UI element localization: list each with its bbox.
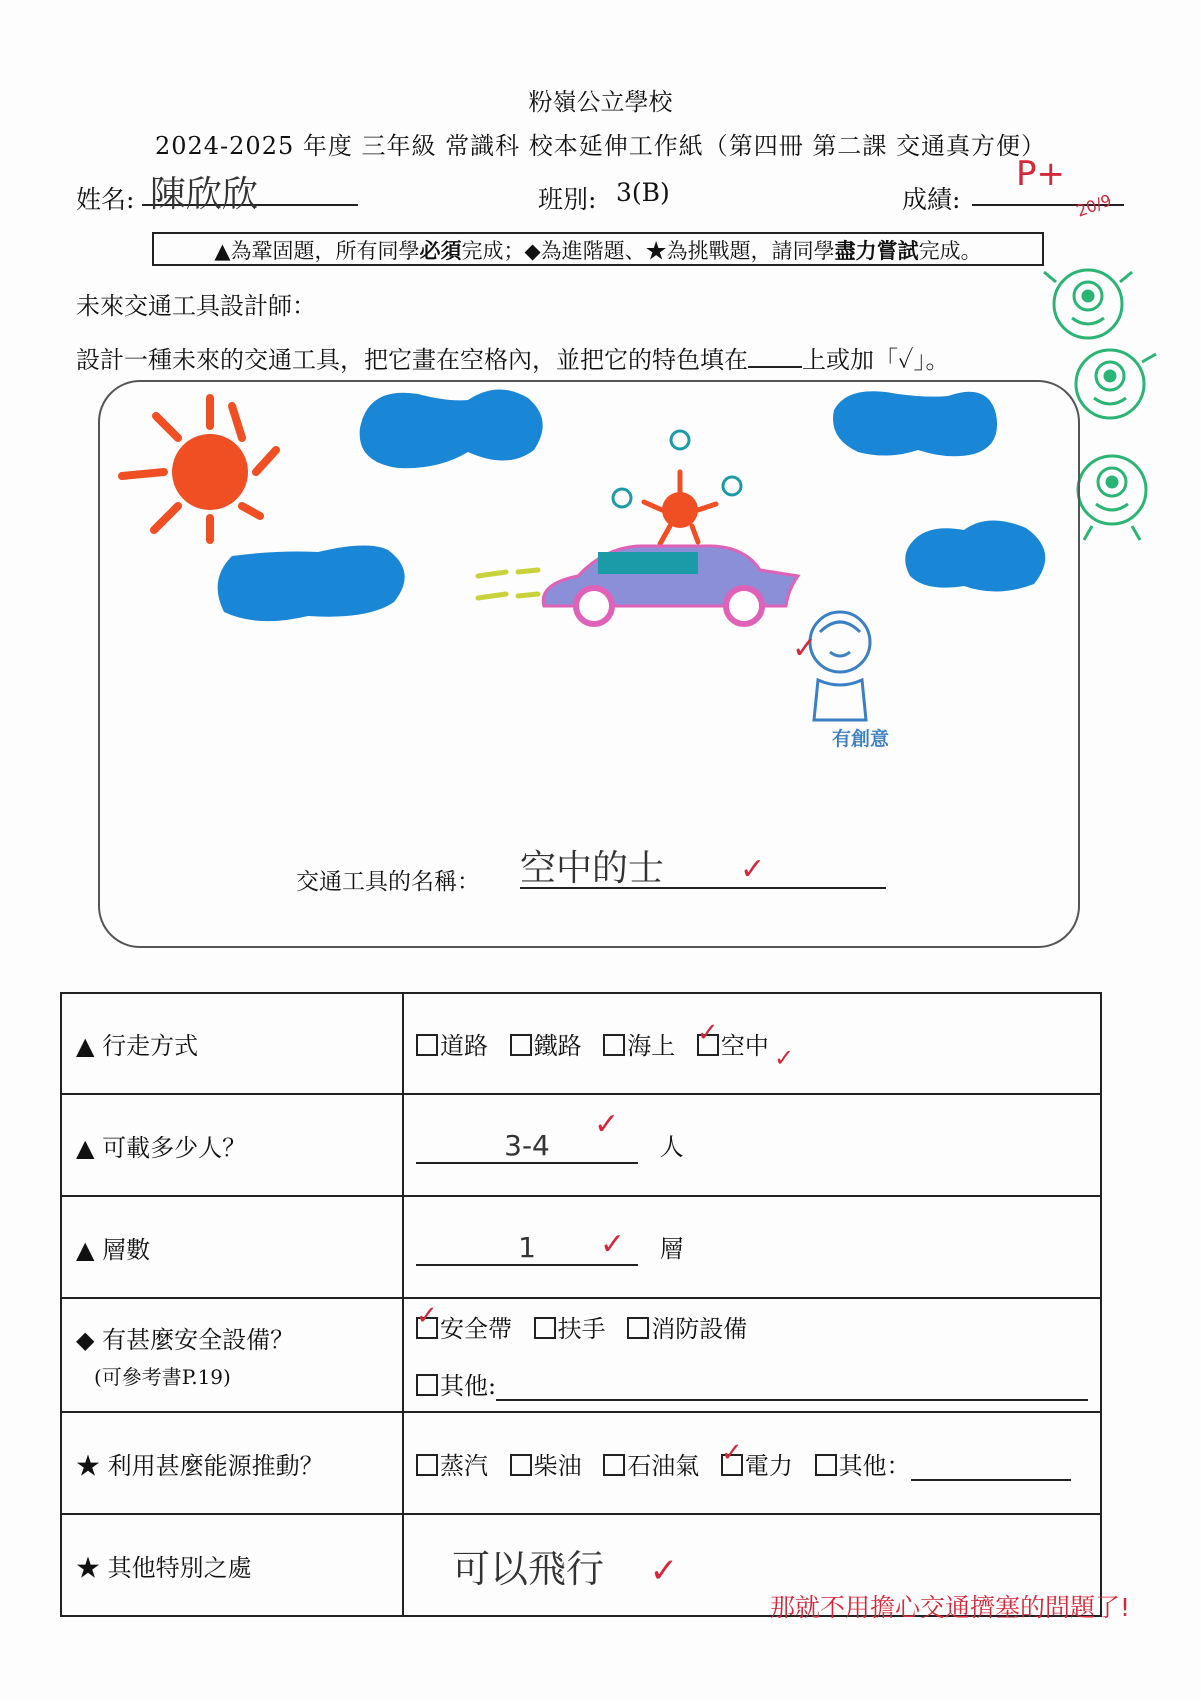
notice-part3: 完成。 (918, 239, 982, 263)
passenger-unit: 人 (659, 1132, 684, 1161)
floors-answer[interactable]: 1 (416, 1231, 638, 1266)
other-safety-input[interactable] (496, 1377, 1088, 1401)
cloud-drawing (218, 545, 405, 621)
monster-sticker-icon (1044, 270, 1132, 338)
passenger-answer[interactable]: 3-4 (416, 1129, 638, 1164)
question-note: (可參考書P.19) (94, 1365, 231, 1389)
table-row (61, 1298, 1101, 1412)
teacher-check-icon: ✓ (600, 1227, 626, 1262)
teacher-comment: 那就不用擔心交通擠塞的問題了! (770, 1593, 1131, 1622)
notice-part2: 完成；◆為進階題、★為挑戰題，請同學 (461, 239, 835, 263)
other-energy-input[interactable] (911, 1457, 1071, 1481)
option-steam[interactable]: 蒸汽 (416, 1452, 488, 1480)
instructions-notice (152, 232, 1044, 266)
option-fire-equipment[interactable]: 消防設備 (627, 1315, 747, 1343)
checkbox-icon[interactable] (416, 1454, 438, 1476)
table-row (61, 993, 1101, 1094)
checkbox-checked-icon[interactable]: ✓ (721, 1454, 743, 1476)
checkbox-icon[interactable] (416, 1034, 438, 1056)
sun-drawing (122, 398, 276, 540)
floors-unit: 層 (659, 1234, 684, 1263)
instruction-text-a: 設計一種未來的交通工具，把它畫在空格內，並把它的特色填在 (76, 346, 748, 374)
answer-cell (403, 1298, 1101, 1412)
option-air[interactable]: ✓ 空中 (696, 1018, 769, 1060)
checkbox-icon[interactable] (416, 1374, 438, 1396)
checkbox-icon[interactable] (510, 1034, 532, 1056)
class-label: 班別: (538, 185, 597, 214)
monster-sticker-icon (1078, 456, 1146, 540)
name-value: 陳欣欣 (150, 174, 259, 215)
cloud-drawing (905, 520, 1045, 591)
features-table (60, 992, 1102, 1617)
question-cell: ★ 其他特別之處 (61, 1514, 403, 1616)
stamp-label: 有創意 (832, 728, 890, 750)
notice-must: 必須 (419, 238, 462, 263)
grade-date: 20/9 (1073, 190, 1115, 221)
section-title: 未來交通工具設計師： (76, 292, 316, 320)
section-instruction (76, 340, 949, 375)
notice-try: 盡力嘗試 (834, 238, 919, 263)
option-seatbelt[interactable]: ✓ 安全帶 (416, 1301, 512, 1343)
cloud-drawing (833, 391, 997, 456)
creative-stamp (810, 612, 889, 750)
option-diesel[interactable]: 柴油 (510, 1452, 582, 1480)
other-label: 其他: (440, 1372, 497, 1400)
teacher-check-icon: ✓ (649, 1550, 679, 1591)
option-handrail[interactable]: 扶手 (534, 1315, 606, 1343)
grade-mark: P+ (1016, 154, 1065, 194)
option-rail[interactable]: 鐵路 (510, 1032, 582, 1060)
question-cell (61, 1298, 403, 1412)
option-electricity[interactable]: ✓ 電力 (720, 1437, 793, 1480)
answer-cell (403, 993, 1101, 1094)
question-text: ◆ 有甚麼安全設備？ (76, 1326, 295, 1354)
notice-part1: ▲為鞏固題，所有同學 (214, 239, 420, 263)
teacher-check-icon: ✓ (594, 1107, 620, 1142)
vehicle-name-value: 空中的士 (520, 848, 665, 889)
checkbox-icon[interactable] (603, 1034, 625, 1056)
checkbox-icon[interactable] (603, 1454, 625, 1476)
question-cell: ▲ 行走方式 (61, 993, 403, 1094)
table-row (61, 1412, 1101, 1514)
vehicle-name-label: 交通工具的名稱： (296, 869, 480, 895)
checkbox-icon[interactable] (534, 1317, 556, 1339)
option-other-energy[interactable]: 其他： (815, 1452, 1071, 1480)
school-name: 粉嶺公立學校 (528, 88, 673, 116)
stamp-check-icon: ✓ (792, 631, 818, 666)
name-label: 姓名: (76, 185, 135, 214)
answer-cell (403, 1412, 1101, 1514)
instruction-text-b: 上或加「✓」。 (802, 346, 950, 374)
option-lpg[interactable]: 石油氣 (603, 1452, 699, 1480)
question-cell: ★ 利用甚麼能源推動？ (61, 1412, 403, 1514)
monster-sticker-icon (1076, 350, 1156, 418)
answer-cell (403, 1094, 1101, 1196)
instruction-blank (748, 344, 802, 368)
question-cell: ▲ 可載多少人？ (61, 1094, 403, 1196)
worksheet-title: 2024-2025 年度 三年級 常識科 校本延伸工作紙（第四冊 第二課 交通真方便） (154, 132, 1047, 160)
answer-cell (403, 1196, 1101, 1298)
cloud-drawing (360, 389, 543, 468)
special-feature-answer[interactable]: 可以飛行 (452, 1546, 605, 1591)
checkbox-icon[interactable] (815, 1454, 837, 1476)
grade-label: 成績: (902, 185, 961, 214)
checkbox-checked-icon[interactable]: ✓ (697, 1034, 719, 1056)
class-value: 3(B) (616, 178, 670, 207)
table-row (61, 1196, 1101, 1298)
vehicle-name-check-icon: ✓ (740, 852, 766, 887)
checkbox-icon[interactable] (627, 1317, 649, 1339)
flying-taxi-drawing (478, 431, 798, 624)
checkbox-checked-icon[interactable]: ✓ (416, 1317, 438, 1339)
teacher-check-icon: ✓ (774, 1044, 795, 1072)
question-cell: ▲ 層數 (61, 1196, 403, 1298)
option-road[interactable]: 道路 (416, 1032, 488, 1060)
table-row (61, 1094, 1101, 1196)
option-sea[interactable]: 海上 (603, 1032, 675, 1060)
checkbox-icon[interactable] (510, 1454, 532, 1476)
